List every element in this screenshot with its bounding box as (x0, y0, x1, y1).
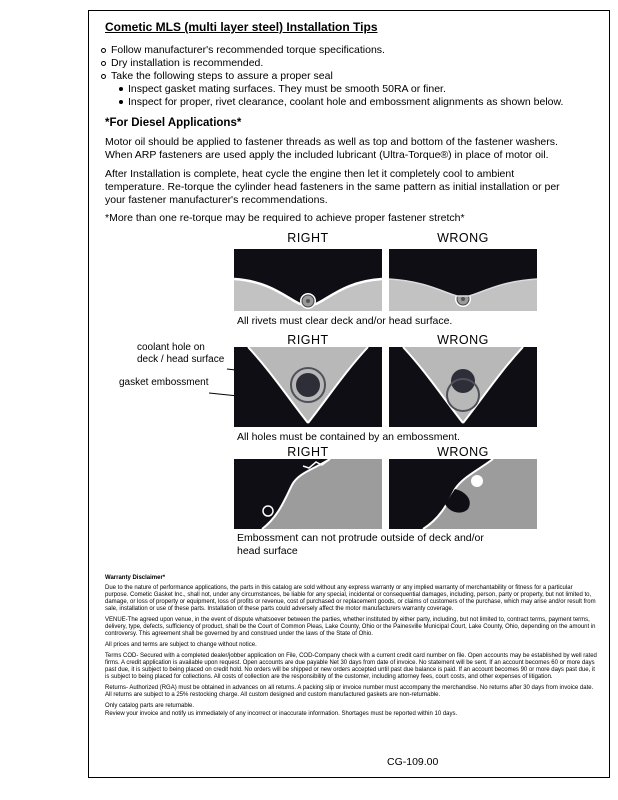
tip-item (101, 44, 385, 56)
page-title: Cometic MLS (multi layer steel) Installation Tips (105, 20, 378, 34)
diagram-rivet-wrong (389, 249, 537, 311)
dot-bullet-icon (119, 100, 123, 104)
gasket-embossment-annotation: gasket embossment (119, 377, 209, 388)
tip-text: Dry installation is recommended. (111, 57, 264, 69)
legal-paragraph: Review your invoice and notify us immediately of any incorrect or inaccurate information. Shortages must be reported within 10 days. (105, 711, 458, 717)
legal-paragraph: Only catalog parts are returnable. (105, 703, 195, 709)
diagram-embossment-right (234, 347, 382, 427)
page-code: CG-109.00 (387, 756, 439, 768)
sub-tip-item (119, 96, 563, 108)
sub-tip-text: Inspect gasket mating surfaces. They must be smooth 50RA or finer. (128, 83, 446, 95)
rivet-caption: All rivets must clear deck and/or head surface. (237, 315, 453, 327)
legal-paragraph: Returns- Authorized (RGA) must be obtained in advances on all returns. A packing slip or invoice number must accompany the merchandise. No returns after 30 days from invoice date. All returns are subject to a 25% restocking charge. All custom designed and custom manufactured gaskets are non-returnable. (105, 685, 594, 698)
wrong-label-row3: WRONG (437, 445, 489, 459)
coolant-hole-annotation: coolant hole on deck / head surface (137, 342, 225, 365)
legal-section (105, 575, 597, 722)
diagram-embossment-wrong (389, 347, 537, 427)
diesel-paragraph-1: Motor oil should be applied to fastener threads as well as top and bottom of the fastener washers. When ARP fasteners are used apply the included lubricant (Ultra-Torque®) in place of motor oil. (105, 136, 558, 161)
legal-paragraph: VENUE-The agreed upon venue, in the event of dispute whatsoever between the parties, whether instituted by either party, including, but not limited to, contract terms, payment terms, delivery, type, defects, sufficiency of product, shall be the Court of Common Pleas, Lake County, Ohio or the Painesville Municipal Court, Lake County, Ohio, depending on the amount in controversy. This agreement shall be governed by and construed under the laws of the State of Ohio. (105, 617, 596, 637)
circle-bullet-icon (101, 61, 106, 66)
diagram-rivet-right (234, 249, 382, 311)
tip-item (101, 57, 263, 69)
wrong-label-row2: WRONG (437, 333, 489, 347)
tip-item (101, 70, 333, 82)
diesel-paragraph-2: After Installation is complete, heat cycle the engine then let it completely cool to ambient temperature. Re-torque the cylinder head fasteners in the same pattern as initial installation or per your fastener manufacturer's recommendations. (105, 168, 560, 206)
right-label-row1: RIGHT (287, 231, 329, 245)
legal-paragraph: Terms COD- Secured with a completed dealer/jobber application on File, COD-Company check with a current credit card number on file. Open accounts may be established by well rated firms. A credit application is available upon request. Open accounts are due payable Net 30 days from date of invoice. No statement will be sent. If an account becomes 60 or more days past due, it is subject to being placed on credit hold. No orders will be shipped or new orders accepted until past due balance is paid. If an account becomes 90 or more days past due, it is subject to being placed for collections. All costs of collection are the responsibility of the customer, including attorney fees, court costs, and other expenses of litigation. (105, 653, 597, 680)
circle-bullet-icon (101, 48, 106, 53)
tip-text: Take the following steps to assure a proper seal (111, 70, 333, 82)
wrong-label-row1: WRONG (437, 231, 489, 245)
legal-paragraph: Due to the nature of performance applications, the parts in this catalog are sold without any express warranty or any implied warranty of merchantability or fitness for a particular purpose. Cometic Gasket Inc., shall not, under any circumstances, be liable for any special, incidental or consequential damages, including, person, party or property, but not limited to, damage, or loss of property or equipment, loss of profits or revenue, cost of purchased or replacement goods, or claims of customers of the purchase, which may arise and/or result from sale, installation or use of these parts. Installation of these parts could adversely affect the motor manufacturers warranty coverage. (105, 585, 596, 612)
sub-tip-text: Inspect for proper, rivet clearance, coolant hole and embossment alignments as shown below. (128, 96, 564, 108)
dot-bullet-icon (119, 87, 123, 91)
diagram-protrusion-right (234, 459, 382, 529)
right-label-row2: RIGHT (287, 333, 329, 347)
sub-tip-item (119, 83, 446, 95)
holes-caption: All holes must be contained by an embossment. (237, 431, 460, 443)
right-label-row3: RIGHT (287, 445, 329, 459)
protrusion-caption: Embossment can not protrude outside of deck and/or head surface (237, 532, 484, 557)
tip-text: Follow manufacturer's recommended torque specifications. (111, 44, 385, 56)
diagram-protrusion-wrong (389, 459, 537, 529)
retorque-note: *More than one re-torque may be required to achieve proper fastener stretch* (105, 212, 465, 224)
circle-bullet-icon (101, 74, 106, 79)
page-border-frame (88, 10, 610, 778)
legal-paragraph: All prices and terms are subject to change without notice. (105, 642, 257, 648)
warranty-disclaimer-heading: Warranty Disclaimer* (105, 575, 166, 581)
diesel-applications-heading: *For Diesel Applications* (105, 117, 242, 129)
